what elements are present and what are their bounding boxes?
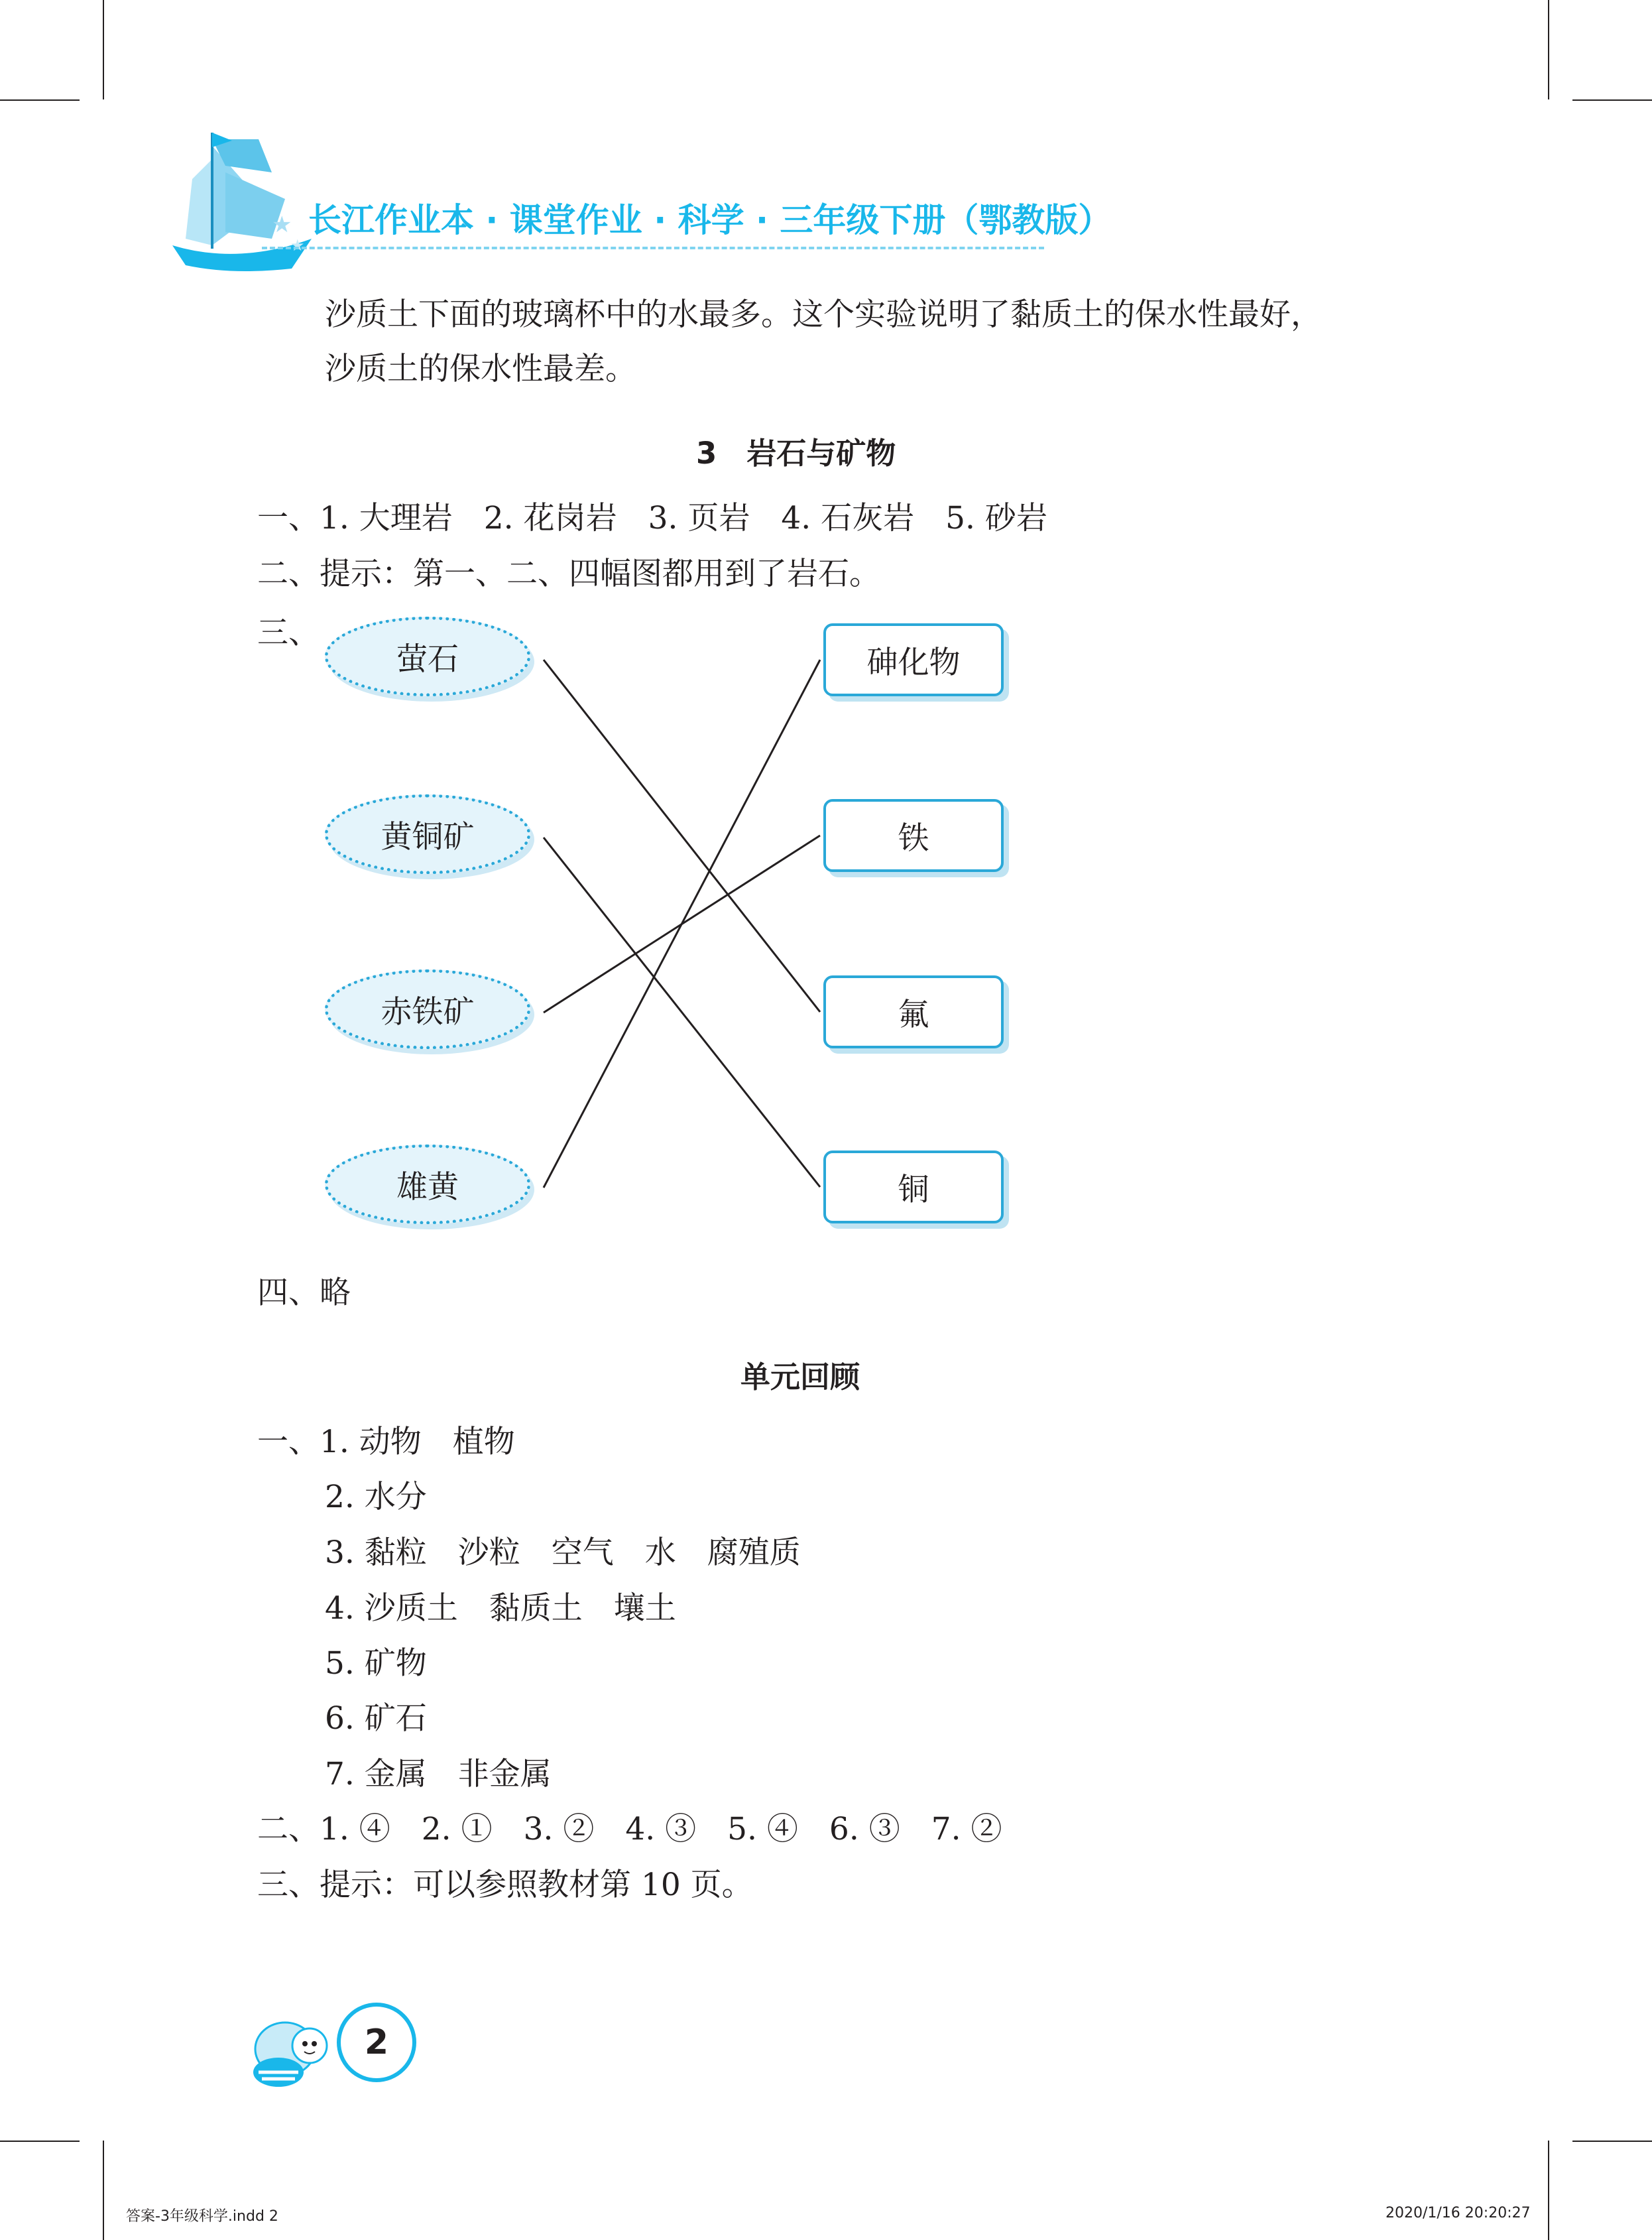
review-q1-item: 5. 矿物 bbox=[325, 1645, 427, 1682]
footer-timestamp: 2020/1/16 20:20:27 bbox=[1386, 2205, 1531, 2221]
element-box: 氟 bbox=[823, 975, 1004, 1048]
bee-mascot-icon bbox=[249, 2009, 348, 2095]
crop-mark bbox=[0, 2141, 80, 2142]
mineral-oval: 雄黄 bbox=[325, 1145, 530, 1224]
page-number-badge bbox=[337, 2003, 416, 2082]
answer-q1: 一、1. 大理岩 2. 花岗岩 3. 页岩 4. 石灰岩 5. 砂岩 bbox=[257, 500, 1047, 536]
intro-line-2: 沙质土的保水性最差。 bbox=[325, 351, 636, 387]
element-box: 铜 bbox=[823, 1151, 1004, 1223]
element-box: 铁 bbox=[823, 799, 1004, 872]
header-title: 长江作业本 · 课堂作业 · 科学 · 三年级下册（鄂教版） bbox=[308, 201, 1112, 239]
review-title: 单元回顾 bbox=[740, 1359, 860, 1395]
review-q1-item: 6. 矿石 bbox=[325, 1700, 427, 1737]
mineral-oval: 黄铜矿 bbox=[325, 794, 530, 874]
review-q1-item: 7. 金属 非金属 bbox=[325, 1756, 552, 1792]
review-q1-item: 2. 水分 bbox=[325, 1479, 427, 1515]
match-line bbox=[544, 838, 820, 1187]
crop-mark bbox=[103, 2141, 104, 2240]
answer-q2: 二、提示：第一、二、四幅图都用到了岩石。 bbox=[257, 556, 880, 592]
mineral-oval: 赤铁矿 bbox=[325, 969, 530, 1049]
mineral-oval: 萤石 bbox=[325, 617, 530, 696]
crop-mark bbox=[1548, 2141, 1549, 2240]
answer-q4: 四、略 bbox=[257, 1275, 351, 1311]
crop-mark bbox=[1572, 2141, 1652, 2142]
svg-text:★: ★ bbox=[290, 236, 305, 255]
review-q1-item: 4. 沙质土 黏质土 壤土 bbox=[325, 1590, 676, 1627]
svg-text:★: ★ bbox=[272, 212, 292, 238]
match-line bbox=[544, 660, 820, 1188]
footer-filename: 答案-3年级科学.indd 2 bbox=[126, 2208, 278, 2225]
review-q1-item: 3. 黏粒 沙粒 空气 水 腐殖质 bbox=[325, 1534, 801, 1571]
answer-q3-label: 三、 bbox=[257, 615, 320, 651]
review-q2: 二、1. ④ 2. ① 3. ② 4. ③ 5. ④ 6. ③ 7. ② bbox=[257, 1811, 1002, 1847]
element-box: 砷化物 bbox=[823, 623, 1004, 696]
intro-line-1: 沙质土下面的玻璃杯中的水最多。这个实验说明了黏质土的保水性最好， bbox=[325, 296, 1322, 333]
match-line bbox=[544, 660, 820, 1012]
page-number: 2 bbox=[364, 2022, 389, 2062]
review-q1-item: 一、1. 动物 植物 bbox=[257, 1424, 515, 1460]
section-title: 3 岩石与矿物 bbox=[696, 436, 896, 471]
review-q3: 三、提示：可以参照教材第 10 页。 bbox=[257, 1867, 753, 1903]
